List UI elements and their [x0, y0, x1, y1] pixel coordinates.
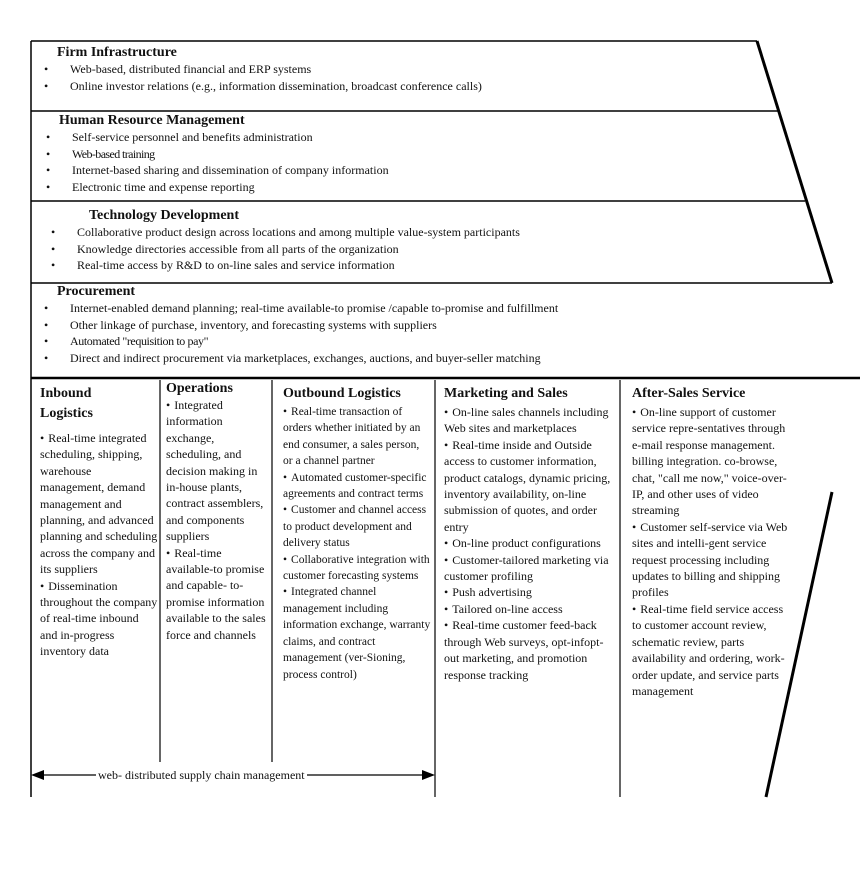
list-item: • Real-time inside and Outside access to customer information, product catalogs, dynamic pricing, inventory availability, on-line submission of quotes, and order entry: [444, 437, 616, 535]
after-sales-service-column: [632, 384, 790, 699]
list-item: • Knowledge directories accessible from all parts of the organization: [77, 241, 520, 258]
list-item: • Real-time transaction of orders whether initiated by an end consumer, a sales person, or a channel partner: [283, 404, 431, 470]
list-item: • Integrated information exchange, scheduling, and decision making in in-house plants, contract assemblers, and components suppliers: [166, 397, 268, 545]
firm-infrastructure-section: [31, 45, 482, 94]
operations-list: [166, 397, 268, 643]
list-item: • Customer and channel access to product development and delivery status: [283, 502, 431, 551]
list-item: • On-line sales channels including Web sites and marketplaces: [444, 404, 616, 437]
list-item: • Collaborative product design across locations and among multiple value-system participants: [77, 224, 520, 241]
marketing-sales-title: Marketing and Sales: [444, 386, 568, 401]
technology-development-title: Technology Development: [89, 208, 239, 223]
marketing-sales-list: [444, 404, 616, 683]
technology-development-list: [77, 224, 520, 274]
after-sales-service-list: [632, 404, 790, 699]
list-item: • On-line product configurations: [444, 535, 616, 551]
firm-infrastructure-title: Firm Infrastructure: [57, 45, 177, 60]
list-item: • Automated customer-specific agreements and contract terms: [283, 470, 431, 503]
supply-chain-arrow-right-head: [422, 770, 435, 780]
inbound-logistics-column: [40, 384, 158, 660]
procurement-section: [31, 284, 558, 366]
list-item: • On-line support of customer service repre-sentatives through e-mail response management. billing integration. co-browse, chat, "call me now," voice-over-IP, and other uses of video streaming: [632, 404, 790, 519]
list-item: • Dissemination throughout the company of real-time inbound and in-progress inventory data: [40, 578, 158, 660]
list-item: • Web-based training: [72, 146, 389, 163]
list-item: • Real-time available-to promise and capable- to-promise information available to the sales force and channels: [166, 545, 268, 643]
operations-title: Operations: [166, 381, 233, 396]
list-item: • Customer-tailored marketing via customer profiling: [444, 552, 616, 585]
list-item: • Electronic time and expense reporting: [72, 179, 389, 196]
outbound-logistics-list: [283, 404, 431, 683]
list-item: • Real-time integrated scheduling, shipping, warehouse management, demand management and planning, and advanced planning and scheduling across the company and its suppliers: [40, 430, 158, 578]
inbound-logistics-title: Inbound Logistics: [40, 386, 93, 421]
outbound-logistics-title: Outbound Logistics: [283, 386, 401, 401]
after-sales-service-title: After-Sales Service: [632, 386, 746, 401]
list-item: • Automated "requisition to pay": [70, 333, 558, 350]
human-resource-section: [31, 113, 389, 195]
procurement-title: Procurement: [57, 284, 136, 299]
firm-infrastructure-list: [70, 61, 482, 94]
list-item: • Collaborative integration with customer forecasting systems: [283, 552, 431, 585]
marketing-sales-column: [444, 384, 616, 683]
list-item: • Online investor relations (e.g., information dissemination, broadcast conference calls): [70, 78, 482, 95]
outbound-logistics-column: [283, 384, 431, 683]
list-item: • Push advertising: [444, 584, 616, 600]
inbound-logistics-list: [40, 430, 158, 660]
list-item: • Internet-based sharing and dissemination of company information: [72, 162, 389, 179]
list-item: • Real-time customer feed-back through Web surveys, opt-infopt-out marketing, and promotion response tracking: [444, 617, 616, 683]
list-item: • Internet-enabled demand planning; real-time available-to promise /capable to-promise and fulfillment: [70, 300, 558, 317]
supply-chain-label: web- distributed supply chain management: [98, 768, 305, 782]
human-resource-list: [72, 129, 389, 195]
operations-column: [166, 380, 268, 643]
list-item: • Real-time access by R&D to on-line sales and service information: [77, 257, 520, 274]
list-item: • Direct and indirect procurement via marketplaces, exchanges, auctions, and buyer-seller matching: [70, 350, 558, 367]
list-item: • Other linkage of purchase, inventory, and forecasting systems with suppliers: [70, 317, 558, 334]
list-item: • Web-based, distributed financial and ERP systems: [70, 61, 482, 78]
list-item: • Integrated channel management including information exchange, warranty claims, and contract management (ver-Sioning, process control): [283, 584, 431, 682]
technology-development-section: [31, 208, 520, 274]
human-resource-title: Human Resource Management: [59, 113, 245, 128]
procurement-list: [70, 300, 558, 366]
list-item: • Customer self-service via Web sites and intelli-gent service request processing including updates to billing and shipping profiles: [632, 519, 790, 601]
list-item: • Real-time field service access to customer account review, schematic review, parts availability and ordering, work-order update, and service parts management: [632, 601, 790, 699]
supply-chain-arrow-left-head: [31, 770, 44, 780]
list-item: • Self-service personnel and benefits administration: [72, 129, 389, 146]
list-item: • Tailored on-line access: [444, 601, 616, 617]
margin-upper-line: [757, 41, 832, 283]
